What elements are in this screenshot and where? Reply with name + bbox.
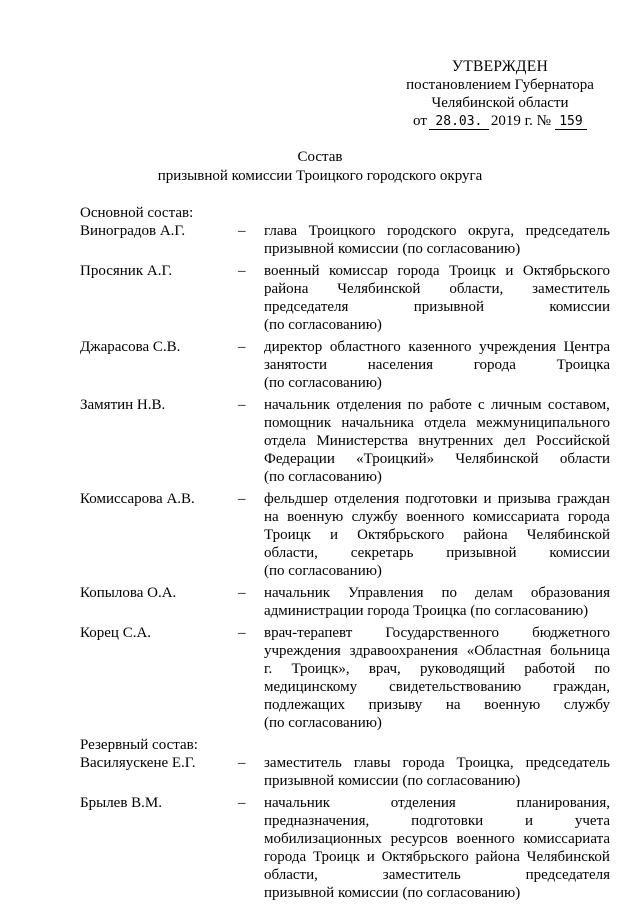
position-line xyxy=(264,396,610,414)
position-line xyxy=(264,468,610,486)
member-row xyxy=(80,396,610,486)
position-line xyxy=(264,222,610,240)
position-line xyxy=(264,830,610,848)
member-name: Корец С.А. xyxy=(80,625,152,641)
position-word: и xyxy=(505,263,514,279)
section-title: Основной состав: xyxy=(80,205,194,221)
position-word: составом, xyxy=(547,397,610,413)
position-word: «Троицкий» xyxy=(356,451,435,467)
position-word: населения xyxy=(367,357,433,373)
position-word: председателя xyxy=(525,867,610,883)
position-word: больница xyxy=(550,643,610,659)
position-word: подготовки xyxy=(411,813,484,829)
position-word: подготовки xyxy=(405,491,478,507)
member-dash: – xyxy=(238,223,246,239)
position-word: здравоохранения xyxy=(349,643,458,659)
member-row xyxy=(80,222,610,258)
position-word: города xyxy=(402,755,445,771)
position-word: области, xyxy=(449,281,504,297)
position-word: комиссии xyxy=(549,545,610,561)
position-line xyxy=(264,280,610,298)
position-word: Троицка xyxy=(556,357,610,373)
position-word: учреждения xyxy=(479,339,556,355)
position-word: отделения xyxy=(390,795,456,811)
position-word: медицинскому xyxy=(264,679,358,695)
position-word: г. xyxy=(264,661,273,677)
position-word: (по согласованию) xyxy=(264,375,382,391)
member-dash: – xyxy=(238,585,246,601)
position-word: областного xyxy=(329,339,401,355)
position-word: и xyxy=(525,813,534,829)
position-line xyxy=(264,754,610,772)
document-heading xyxy=(0,148,640,186)
position-word: врач-терапевт xyxy=(264,625,353,641)
position-word: города xyxy=(397,263,440,279)
member-dash: – xyxy=(238,795,246,811)
member-position xyxy=(264,338,610,392)
member-name: Комиссарова А.В. xyxy=(80,491,195,507)
position-word: Октябрьского xyxy=(357,527,445,543)
position-line xyxy=(264,414,610,432)
position-word: Октябрьского xyxy=(381,849,469,865)
member-row xyxy=(80,338,610,392)
position-word: призывной комиссии (по согласованию) xyxy=(264,241,521,257)
approval-stamp xyxy=(400,58,600,130)
position-word: начальник xyxy=(264,585,331,601)
member-dash: – xyxy=(238,397,246,413)
position-line xyxy=(264,794,610,812)
position-line xyxy=(264,298,610,316)
position-line xyxy=(264,338,610,356)
position-word: Троицкого xyxy=(308,223,376,239)
commission-list xyxy=(80,204,610,906)
position-word: города xyxy=(473,357,516,373)
member-row xyxy=(80,262,610,334)
member-dash: – xyxy=(238,625,246,641)
heading-line-1: Состав xyxy=(297,149,343,165)
member-row xyxy=(80,490,610,580)
position-line xyxy=(264,316,610,334)
position-word: района xyxy=(264,281,309,297)
position-word: работой xyxy=(524,661,576,677)
position-line xyxy=(264,678,610,696)
position-line xyxy=(264,772,610,790)
position-line xyxy=(264,714,610,732)
position-word: по xyxy=(441,585,457,601)
position-word: области, xyxy=(264,867,318,883)
position-word: руководящий xyxy=(420,661,506,677)
position-line xyxy=(264,866,610,884)
position-word: военную xyxy=(484,697,541,713)
position-word: бюджетного xyxy=(532,625,610,641)
position-word: комиссариата xyxy=(523,831,610,847)
position-line xyxy=(264,696,610,714)
position-word: граждан xyxy=(556,491,610,507)
position-line xyxy=(264,490,610,508)
approval-title: УТВЕРЖДЕН xyxy=(451,58,549,75)
position-word: по xyxy=(594,661,610,677)
position-word: главы xyxy=(353,755,391,771)
position-word: (по согласованию) xyxy=(264,317,382,333)
position-word: города xyxy=(567,509,610,525)
position-word: подлежащих xyxy=(264,697,345,713)
position-word: заместитель xyxy=(264,755,342,771)
position-word: ресурсов xyxy=(390,831,448,847)
position-word: военный xyxy=(264,263,320,279)
member-position xyxy=(264,262,610,334)
position-word: отделения xyxy=(334,491,400,507)
member-position xyxy=(264,396,610,486)
member-position xyxy=(264,222,610,258)
position-word: Челябинской xyxy=(526,849,610,865)
member-position xyxy=(264,794,610,902)
member-dash: – xyxy=(238,491,246,507)
member-position xyxy=(264,624,610,732)
position-line xyxy=(264,812,610,830)
position-word: призывной комиссии (по согласованию) xyxy=(264,773,521,789)
position-line xyxy=(264,432,610,450)
position-word: с xyxy=(478,397,485,413)
position-word: городского xyxy=(387,223,457,239)
position-word: администрации города Троицка (по согласованию) xyxy=(264,603,589,619)
position-line xyxy=(264,374,610,392)
position-word: образования xyxy=(530,585,610,601)
year-text: 2019 г. № xyxy=(490,113,551,129)
position-word: начальник xyxy=(264,397,331,413)
position-word: отделения xyxy=(336,397,402,413)
member-name: Просяник А.Г. xyxy=(80,263,173,279)
position-line xyxy=(264,356,610,374)
position-word: Октябрьского xyxy=(522,263,610,279)
position-word: Центра xyxy=(563,339,610,355)
position-word: заместитель xyxy=(382,867,461,883)
position-word: (по согласованию) xyxy=(264,563,382,579)
member-name: Копылова О.А. xyxy=(80,585,177,601)
position-word: отдела xyxy=(264,433,307,449)
position-word: делам xyxy=(474,585,513,601)
position-word: Федерации xyxy=(264,451,335,467)
position-word: директор xyxy=(264,339,323,355)
position-word: помощник xyxy=(264,415,332,431)
position-line xyxy=(264,884,610,902)
position-word: (по согласованию) xyxy=(264,715,382,731)
position-word: дел xyxy=(503,433,526,449)
position-word: комиссариата xyxy=(472,509,560,525)
date-prefix: от xyxy=(413,113,427,129)
position-word: мобилизационных xyxy=(264,831,382,847)
position-line xyxy=(264,526,610,544)
member-name: Замятин Н.В. xyxy=(80,397,166,413)
member-dash: – xyxy=(238,755,246,771)
member-row xyxy=(80,794,610,902)
position-word: казенного xyxy=(408,339,472,355)
position-word: врач, xyxy=(368,661,401,677)
position-word: планирования, xyxy=(516,795,610,811)
position-word: предназначения, xyxy=(264,813,370,829)
position-line xyxy=(264,508,610,526)
position-word: комиссии xyxy=(549,299,610,315)
position-word: на xyxy=(445,697,461,713)
position-word: и xyxy=(483,491,492,507)
member-position xyxy=(264,490,610,580)
position-word: Государственного xyxy=(385,625,500,641)
document-number: 159 xyxy=(555,115,587,130)
position-word: межмуниципального xyxy=(476,415,610,431)
position-word: председателя xyxy=(264,299,349,315)
position-word: учреждения xyxy=(264,643,341,659)
position-word: призыву xyxy=(368,697,423,713)
position-word: секретарь xyxy=(350,545,414,561)
position-word: отдела xyxy=(424,415,467,431)
member-name: Джарасова С.В. xyxy=(80,339,181,355)
position-word: области, xyxy=(264,545,318,561)
position-word: внутренних xyxy=(418,433,494,449)
position-word: председатель xyxy=(525,223,610,239)
position-word: «Областная xyxy=(466,643,542,659)
position-word: района xyxy=(475,849,520,865)
position-word: военного xyxy=(456,831,515,847)
position-word: начальника xyxy=(341,415,414,431)
position-word: призывной xyxy=(446,545,517,561)
position-word: Управления xyxy=(348,585,424,601)
position-line xyxy=(264,544,610,562)
position-line xyxy=(264,240,610,258)
section-title: Резервный состав: xyxy=(80,737,198,753)
position-line xyxy=(264,624,610,642)
position-word: глава xyxy=(264,223,298,239)
position-line xyxy=(264,642,610,660)
member-row xyxy=(80,754,610,790)
position-word: Троицк xyxy=(264,527,311,543)
position-word: граждан, xyxy=(553,679,610,695)
position-word: и xyxy=(330,527,339,543)
position-word: Челябинской xyxy=(455,451,539,467)
position-word: личным xyxy=(490,397,542,413)
position-line xyxy=(264,848,610,866)
position-line xyxy=(264,562,610,580)
position-word: комиссар xyxy=(328,263,388,279)
position-word: Челябинской xyxy=(526,527,610,543)
position-word: заместитель xyxy=(532,281,610,297)
member-position xyxy=(264,584,610,620)
position-word: призывной xyxy=(413,299,484,315)
position-word: Троицк xyxy=(312,849,360,865)
position-word: призыва xyxy=(497,491,551,507)
position-word: по xyxy=(407,397,424,413)
member-name: Василяускене Е.Г. xyxy=(80,755,196,771)
position-word: Троицка, xyxy=(456,755,514,771)
position-line xyxy=(264,660,610,678)
position-word: Министерства xyxy=(316,433,409,449)
position-word: службу xyxy=(563,697,610,713)
member-position xyxy=(264,754,610,790)
position-line xyxy=(264,450,610,468)
position-word: на xyxy=(264,509,279,525)
position-word: и xyxy=(366,849,375,865)
position-word: Троицк», xyxy=(291,661,350,677)
position-word: учета xyxy=(574,813,610,829)
position-word: области xyxy=(559,451,610,467)
position-line xyxy=(264,584,610,602)
member-name: Брылев В.М. xyxy=(80,795,163,811)
position-word: военного xyxy=(406,509,465,525)
position-word: службу xyxy=(351,509,398,525)
position-line xyxy=(264,262,610,280)
member-dash: – xyxy=(238,263,246,279)
position-word: призывной комиссии (по согласованию) xyxy=(264,885,521,901)
member-row xyxy=(80,624,610,732)
position-word: города xyxy=(264,849,307,865)
date-value: 28.03. xyxy=(429,115,489,130)
position-word: начальник xyxy=(264,795,331,811)
position-word: военную xyxy=(287,509,344,525)
position-word: Челябинской xyxy=(337,281,421,297)
position-word: (по согласованию) xyxy=(264,469,382,485)
position-word: округа, xyxy=(467,223,515,239)
position-word: района xyxy=(463,527,508,543)
member-name: Виноградов А.Г. xyxy=(80,223,186,239)
position-word: Российской xyxy=(536,433,610,449)
position-word: свидетельствованию xyxy=(389,679,522,695)
member-dash: – xyxy=(238,339,246,355)
position-word: занятости xyxy=(264,357,327,373)
heading-line-2: призывной комиссии Троицкого городского округа xyxy=(157,168,483,184)
position-word: председатель xyxy=(525,755,610,771)
position-word: работе xyxy=(429,397,472,413)
position-line xyxy=(264,602,610,620)
approval-line-1: постановлением Губернатора xyxy=(406,77,594,93)
approval-date-line xyxy=(400,112,600,130)
member-row xyxy=(80,584,610,620)
position-word: Троицк xyxy=(448,263,496,279)
position-word: фельдшер xyxy=(264,491,329,507)
approval-line-2: Челябинской области xyxy=(431,95,569,111)
